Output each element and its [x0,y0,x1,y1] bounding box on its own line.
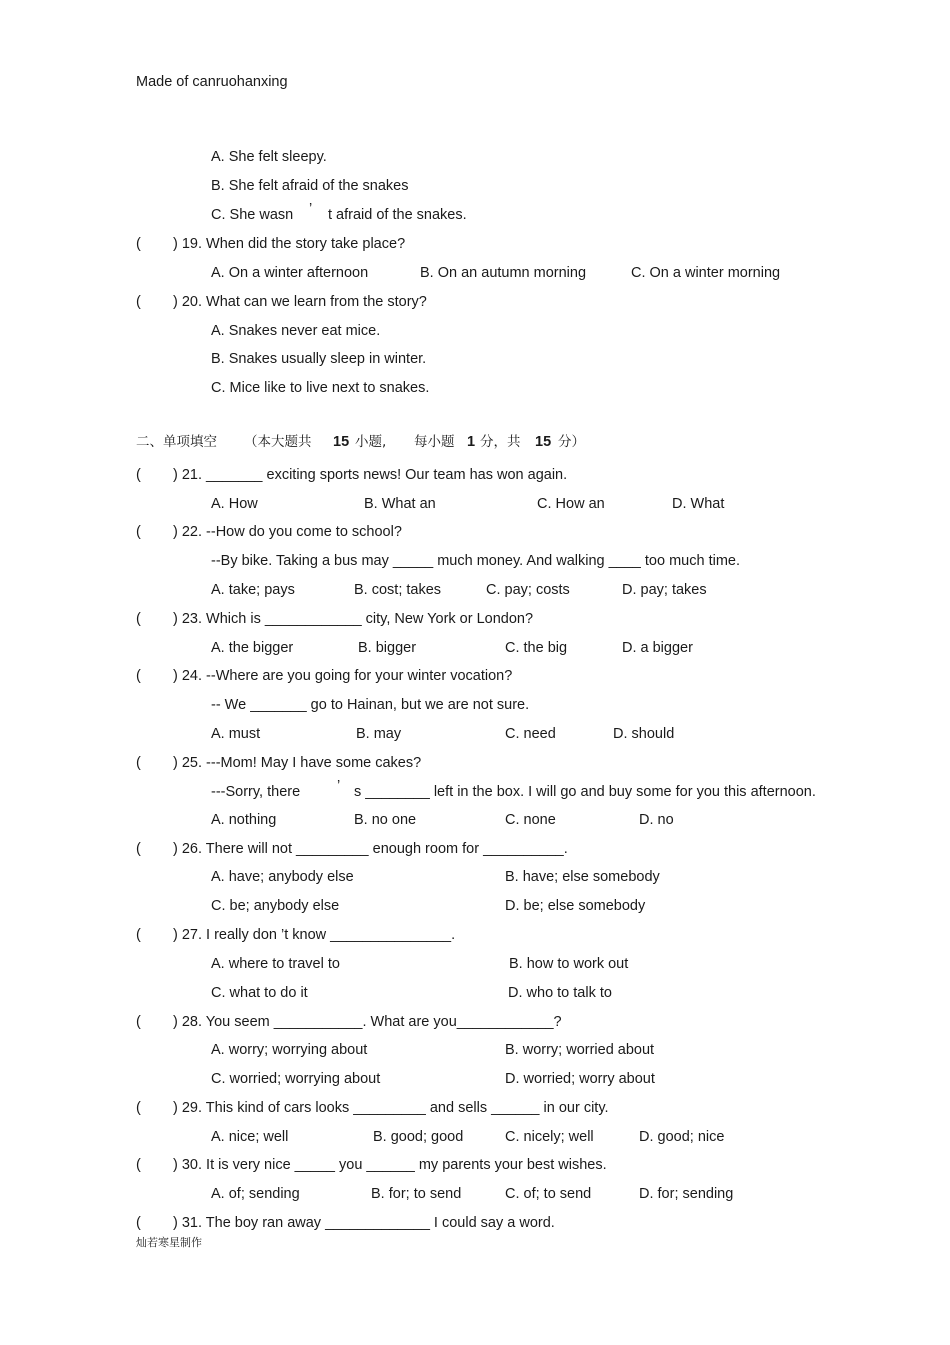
q21-paren: ( [136,467,141,483]
q20-option-b: B. Snakes usually sleep in winter. [211,351,427,367]
q19-option-c: C. On a winter morning [631,265,781,281]
q20-option-a: A. Snakes never eat mice. [211,323,381,339]
page-footer: 灿若寒星制作 [136,1236,202,1249]
q23-option-d: D. a bigger [622,640,693,656]
q24-line2: -- We _______ go to Hainan, but we are not sure. [211,697,530,713]
q22-question: ) 22. --How do you come to school? [173,524,402,540]
q22-option-d: D. pay; takes [622,582,707,598]
q29-option-a: A. nice; well [211,1129,289,1145]
q25-apostrophe: ’ [337,778,341,794]
q23-option-c: C. the big [505,640,568,656]
q23-option-a: A. the bigger [211,640,294,656]
q26-question: ) 26. There will not _________ enough room for __________. [173,841,568,857]
q25-line2-rest: s ________ left in the box. I will go and buy some for you this afternoon. [354,784,816,800]
q29-option-c: C. nicely; well [505,1129,594,1145]
q24-question: ) 24. --Where are you going for your winter vocation? [173,668,513,684]
q19-question: ) 19. When did the story take place? [173,236,406,252]
q22-option-b: B. cost; takes [354,582,442,598]
q25-question: ) 25. ---Mom! May I have some cakes? [173,755,422,771]
q18-option-b: B. She felt afraid of the snakes [211,178,409,194]
q18-option-c-rest: t afraid of the snakes. [328,207,467,223]
q21-option-b: B. What an [364,496,436,512]
q27-option-a: A. where to travel to [211,956,340,972]
q23-paren: ( [136,611,141,627]
q18-apostrophe: ’ [309,201,313,217]
q21-question: ) 21. _______ exciting sports news! Our team has won again. [173,467,568,483]
q24-option-a: A. must [211,726,261,742]
section-points-total: 15 [535,434,552,450]
q30-option-a: A. of; sending [211,1186,300,1202]
q25-option-c: C. none [505,812,556,828]
q31-question: ) 31. The boy ran away _____________ I could say a word. [173,1215,555,1231]
section-points-each: 1 [467,434,476,450]
q20-paren: ( [136,294,141,310]
q29-paren: ( [136,1100,141,1116]
q27-option-b: B. how to work out [509,956,629,972]
q24-option-d: D. should [613,726,675,742]
q24-option-c: C. need [505,726,556,742]
q20-option-c: C. Mice like to live next to snakes. [211,380,430,396]
q30-option-d: D. for; sending [639,1186,734,1202]
section-note-3: 每小题 [414,434,455,450]
q25-option-d: D. no [639,812,674,828]
q28-option-a: A. worry; worrying about [211,1042,368,1058]
section-note-2: 小题, [355,434,387,450]
q25-option-a: A. nothing [211,812,277,828]
q30-question: ) 30. It is very nice _____ you ______ my parents your best wishes. [173,1157,607,1173]
q18-option-c: C. She wasn [211,207,294,223]
q29-question: ) 29. This kind of cars looks _________ and sells ______ in our city. [173,1100,609,1116]
q30-paren: ( [136,1157,141,1173]
q29-option-d: D. good; nice [639,1129,725,1145]
q22-paren: ( [136,524,141,540]
page-header: Made of canruohanxing [136,74,288,90]
q27-option-d: D. who to talk to [508,985,612,1001]
q21-option-a: A. How [211,496,258,512]
q30-option-c: C. of; to send [505,1186,592,1202]
q19-option-a: A. On a winter afternoon [211,265,369,281]
q28-option-d: D. worried; worry about [505,1071,655,1087]
q21-option-c: C. How an [537,496,605,512]
section-note-4: 分，共 [480,434,521,450]
q25-line2-start: ---Sorry, there [211,784,301,800]
q23-question: ) 23. Which is ____________ city, New York or London? [173,611,534,627]
section-note-5: 分） [558,434,585,450]
q22-line2: --By bike. Taking a bus may _____ much money. And walking ____ too much time. [211,553,740,569]
q19-paren: ( [136,236,141,252]
section-note-1: （本大题共 [244,434,312,450]
q26-option-a: A. have; anybody else [211,869,354,885]
q20-question: ) 20. What can we learn from the story? [173,294,427,310]
section-title: 二、单项填空 [136,434,217,450]
q18-option-a: A. She felt sleepy. [211,149,327,165]
q26-option-d: D. be; else somebody [505,898,646,914]
q29-option-b: B. good; good [373,1129,464,1145]
q28-paren: ( [136,1014,141,1030]
q28-question: ) 28. You seem ___________. What are you____________? [173,1014,562,1030]
q28-option-c: C. worried; worrying about [211,1071,381,1087]
q25-paren: ( [136,755,141,771]
q22-option-a: A. take; pays [211,582,295,598]
q22-option-c: C. pay; costs [486,582,570,598]
q21-option-d: D. What [672,496,725,512]
q24-option-b: B. may [356,726,402,742]
q26-option-c: C. be; anybody else [211,898,340,914]
q25-option-b: B. no one [354,812,417,828]
q26-option-b: B. have; else somebody [505,869,660,885]
q23-option-b: B. bigger [358,640,417,656]
q30-option-b: B. for; to send [371,1186,462,1202]
q31-paren: ( [136,1215,141,1231]
section-count: 15 [333,434,350,450]
q27-paren: ( [136,927,141,943]
q27-question: ) 27. I really don ’t know _______________. [173,927,456,943]
q26-paren: ( [136,841,141,857]
q24-paren: ( [136,668,141,684]
q27-option-c: C. what to do it [211,985,308,1001]
q19-option-b: B. On an autumn morning [420,265,587,281]
q28-option-b: B. worry; worried about [505,1042,655,1058]
